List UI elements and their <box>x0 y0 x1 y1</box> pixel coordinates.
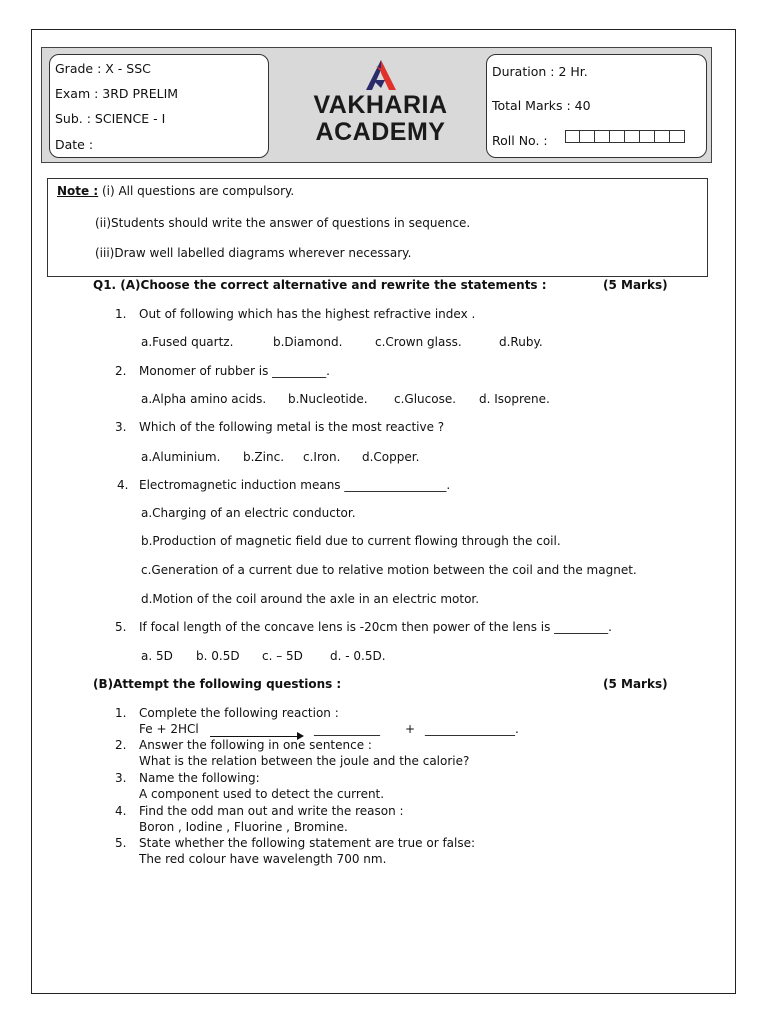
option-b: b.Nucleotide. <box>288 392 368 406</box>
question-subtext: The red colour have wavelength 700 nm. <box>139 852 387 866</box>
option-a: a.Fused quartz. <box>141 335 234 349</box>
note-box <box>47 178 708 277</box>
exam-label: Exam : 3RD PRELIM <box>55 86 179 101</box>
roll-no-cells <box>565 130 685 143</box>
reaction-blank-2: _______________. <box>425 722 519 736</box>
question-text: Complete the following reaction : <box>139 706 339 720</box>
question-number: 3. <box>115 771 127 785</box>
note-text-1: (i) All questions are compulsory. <box>98 184 295 198</box>
option-b: b.Production of magnetic field due to current flowing through the coil. <box>141 534 561 548</box>
reaction-arrow <box>210 736 300 737</box>
total-marks-label: Total Marks : 40 <box>492 98 591 113</box>
option-a: a.Aluminium. <box>141 450 221 464</box>
question-number: 5. <box>115 836 127 850</box>
option-c: c.Crown glass. <box>375 335 462 349</box>
question-text: If focal length of the concave lens is -20cm then power of the lens is _________. <box>139 620 612 634</box>
grade-label: Grade : X - SSC <box>55 61 151 76</box>
roll-cell[interactable] <box>655 130 670 143</box>
reaction-plus: + <box>405 722 416 736</box>
logo-line1: VAKHARIA <box>313 91 448 119</box>
roll-cell[interactable] <box>565 130 580 143</box>
option-a: a. 5D <box>141 649 173 663</box>
exam-meta-box <box>486 54 707 158</box>
option-d: d. Isoprene. <box>479 392 550 406</box>
question-text: Which of the following metal is the most reactive ? <box>139 420 445 434</box>
question-number: 4. <box>117 478 129 492</box>
exam-info-box <box>49 54 269 158</box>
question-number: 4. <box>115 804 127 818</box>
question-text: State whether the following statement are true or false: <box>139 836 476 850</box>
roll-cell[interactable] <box>625 130 640 143</box>
question-text: Name the following: <box>139 771 260 785</box>
option-b: b.Diamond. <box>273 335 343 349</box>
roll-cell[interactable] <box>580 130 595 143</box>
roll-cell[interactable] <box>595 130 610 143</box>
q1a-marks: (5 Marks) <box>603 278 668 292</box>
roll-cell[interactable] <box>640 130 655 143</box>
subject-label: Sub. : SCIENCE - I <box>55 111 166 126</box>
question-text: Find the odd man out and write the reason : <box>139 804 404 818</box>
option-c: c. – 5D <box>262 649 303 663</box>
q1a-heading: Q1. (A)Choose the correct alternative and rewrite the statements : <box>93 278 547 292</box>
option-b: b.Zinc. <box>243 450 285 464</box>
note-line-2: (ii)Students should write the answer of questions in sequence. <box>95 216 471 230</box>
option-c: c.Glucose. <box>394 392 457 406</box>
duration-label: Duration : 2 Hr. <box>492 64 588 79</box>
question-number: 2. <box>115 738 127 752</box>
question-text: Monomer of rubber is _________. <box>139 364 330 378</box>
roll-cell[interactable] <box>670 130 685 143</box>
reaction-reactants: Fe + 2HCl <box>139 722 199 736</box>
option-a: a.Charging of an electric conductor. <box>141 506 356 520</box>
roll-no-label: Roll No. : <box>492 133 548 148</box>
question-subtext: What is the relation between the joule and the calorie? <box>139 754 470 768</box>
logo-line2: ACADEMY <box>315 118 446 146</box>
question-number: 1. <box>115 706 127 720</box>
option-d: d.Copper. <box>362 450 420 464</box>
option-c: c.Generation of a current due to relative motion between the coil and the magnet. <box>141 563 637 577</box>
note-line-3: (iii)Draw well labelled diagrams wherever necessary. <box>95 246 412 260</box>
q1b-heading: (B)Attempt the following questions : <box>93 677 342 691</box>
option-d: d.Ruby. <box>499 335 543 349</box>
option-d: d.Motion of the coil around the axle in an electric motor. <box>141 592 480 606</box>
note-label: Note : <box>57 184 99 198</box>
logo-emblem-icon <box>363 58 399 92</box>
date-label: Date : <box>55 137 94 152</box>
option-b: b. 0.5D <box>196 649 240 663</box>
note-line-1 <box>57 184 294 198</box>
reaction-blank-1: ___________ <box>314 722 380 736</box>
option-c: c.Iron. <box>303 450 341 464</box>
question-number: 2. <box>115 364 127 378</box>
roll-cell[interactable] <box>610 130 625 143</box>
academy-logo <box>283 58 478 158</box>
question-text: Out of following which has the highest refractive index . <box>139 307 476 321</box>
q1b-marks: (5 Marks) <box>603 677 668 691</box>
question-text: Electromagnetic induction means _________________. <box>139 478 451 492</box>
question-number: 5. <box>115 620 127 634</box>
question-subtext: A component used to detect the current. <box>139 787 385 801</box>
exam-header <box>41 47 712 163</box>
question-number: 1. <box>115 307 127 321</box>
option-a: a.Alpha amino acids. <box>141 392 267 406</box>
question-number: 3. <box>115 420 127 434</box>
question-subtext: Boron , Iodine , Fluorine , Bromine. <box>139 820 348 834</box>
question-text: Answer the following in one sentence : <box>139 738 372 752</box>
option-d: d. - 0.5D. <box>330 649 386 663</box>
